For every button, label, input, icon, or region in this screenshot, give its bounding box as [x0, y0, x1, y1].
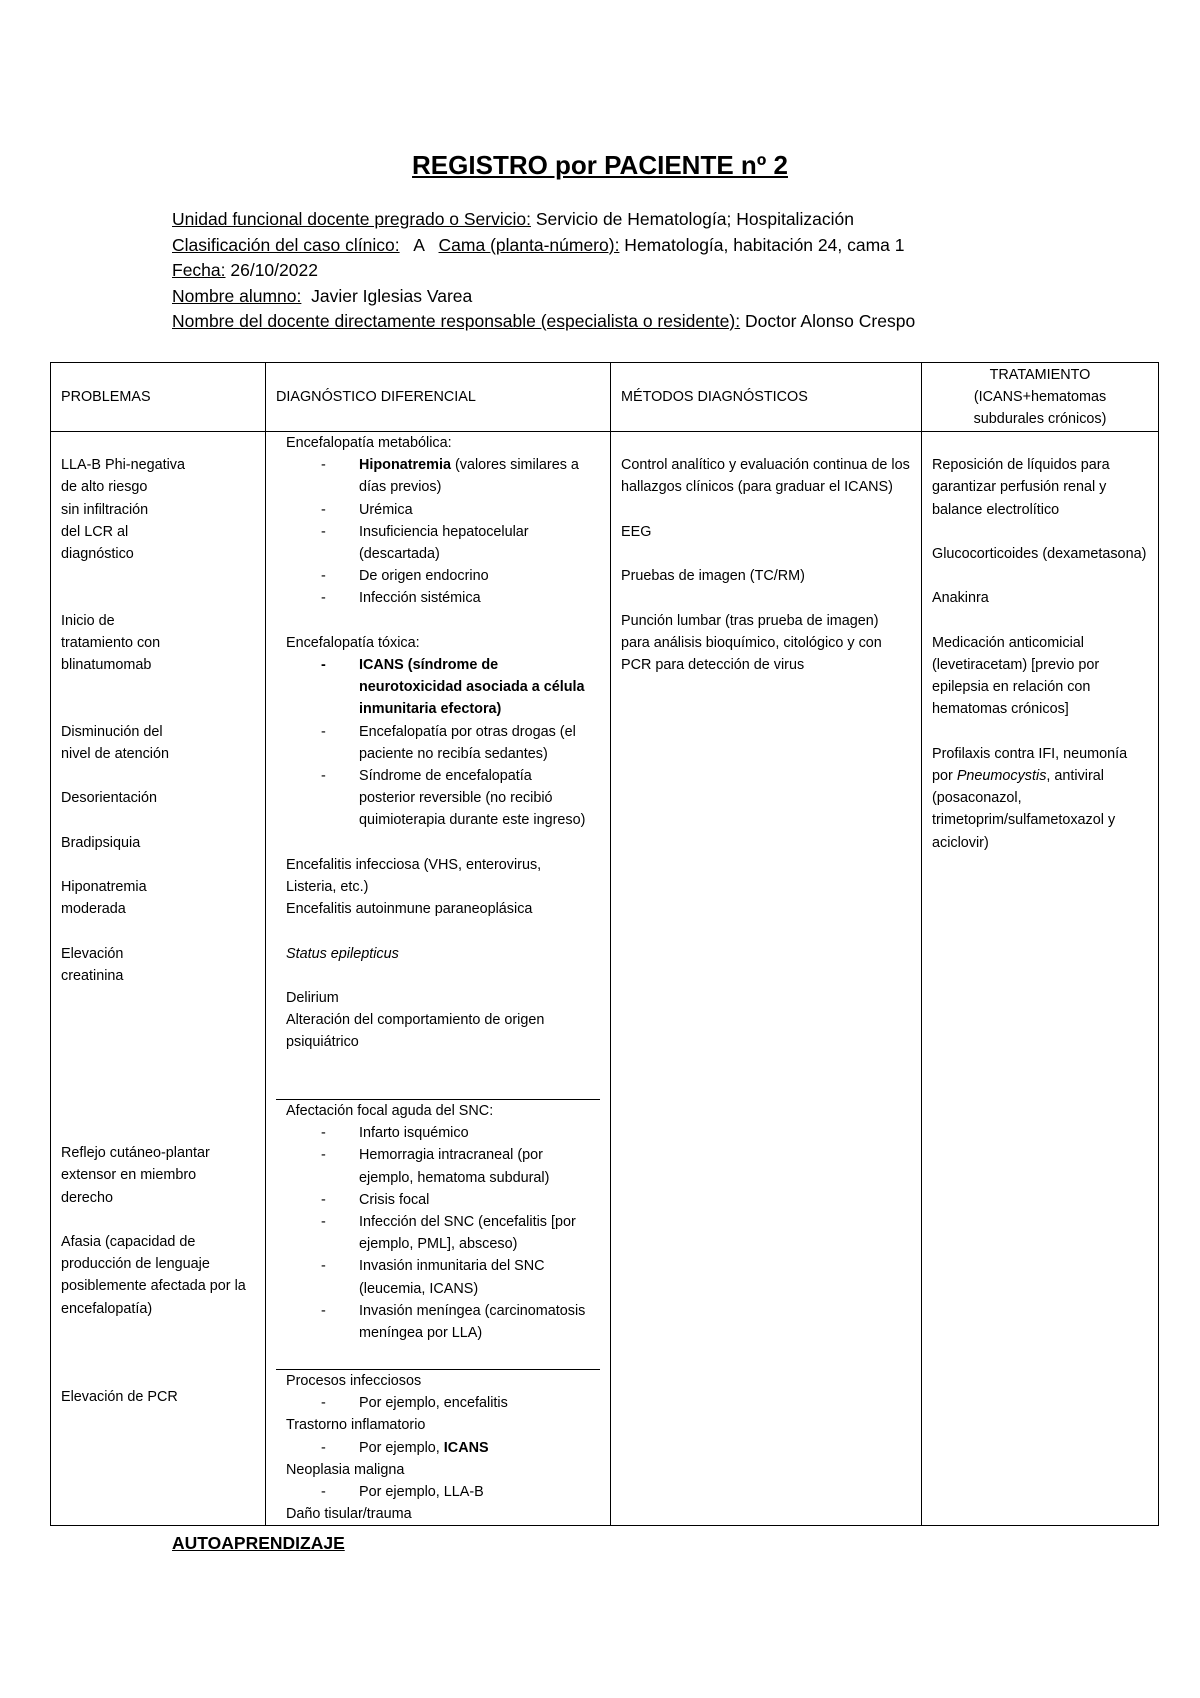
problema-2-line-2: tratamiento con [61, 634, 161, 651]
spacer [61, 1209, 255, 1231]
dx-encefalitis-infecciosa: Encefalitis infecciosa (VHS, enterovirus, Listeria, etc.) [286, 856, 542, 896]
meta-unidad [172, 207, 915, 233]
dx-invasion-inmunitaria: - Invasión inmunitaria del SNC (leucemia, ICANS) [286, 1255, 590, 1299]
diagnostico-encefalopatias [276, 432, 600, 1100]
problemas-cell [51, 432, 266, 1526]
meta-fecha [172, 258, 915, 284]
header-metodos: MÉTODOS DIAGNÓSTICOS [611, 363, 922, 432]
header-tratamiento-line-3: subdurales crónicos) [973, 411, 1107, 428]
tratamiento-3: Anakinra [932, 590, 989, 607]
problema-1-line-4: del LCR al [61, 523, 129, 540]
toxica-title: Encefalopatía tóxica: [286, 634, 420, 651]
spacer [286, 832, 590, 854]
problema-9-line-3: posiblemente afectada por la [61, 1278, 246, 1295]
problema-7-line-1: Elevación [61, 945, 124, 962]
unidad-value: Servicio de Hematología; Hospitalización [530, 209, 854, 229]
spacer [932, 565, 1148, 587]
dx-crisis-focal: - Crisis focal [286, 1189, 590, 1211]
cama-value: Hematología, habitación 24, cama 1 [619, 234, 905, 255]
metodo-2: EEG [621, 523, 652, 540]
meta-clasificacion [172, 233, 915, 259]
metodo-3: Pruebas de imagen (TC/RM) [621, 568, 805, 585]
table-body-row [51, 432, 1159, 1526]
diagnostico-focal [276, 1100, 600, 1370]
clasif-label: Clasificación del caso clínico: [172, 234, 400, 255]
dx-status-epilepticus: Status epilepticus [286, 945, 399, 962]
dano-tisular: Daño tisular/trauma [286, 1506, 412, 1523]
problema-8-line-1: Reflejo cutáneo-plantar [61, 1145, 210, 1162]
dx-neoplasia-ejemplo: - Por ejemplo, LLA-B [286, 1481, 590, 1503]
spacer [61, 1320, 255, 1342]
trastorno-title: Trastorno inflamatorio [286, 1417, 426, 1434]
spacer [61, 920, 255, 942]
tratamiento-2: Glucocorticoides (dexametasona) [932, 545, 1147, 562]
spacer [61, 809, 255, 831]
dx-endocrino: - De origen endocrino [286, 565, 590, 587]
tratamiento-5 [932, 743, 1148, 854]
dx-invasion-meningea: - Invasión meníngea (carcinomatosis meníngea por LLA) [286, 1300, 590, 1344]
dx-procesos-ejemplo: - Por ejemplo, encefalitis [286, 1392, 590, 1414]
dx-hemorragia: - Hemorragia intracraneal (por ejemplo, hematoma subdural) [286, 1144, 590, 1188]
spacer [932, 521, 1148, 543]
spacer [621, 543, 911, 565]
problema-8-line-3: derecho [61, 1189, 114, 1206]
problema-8-line-2: extensor en miembro [61, 1167, 197, 1184]
problema-1-line-1: LLA-B Phi-negativa [61, 457, 185, 474]
problema-4: Desorientación [61, 790, 157, 807]
dx-trastorno-ejemplo-text: Por ejemplo, [359, 1439, 444, 1456]
spacer [61, 854, 255, 876]
metabolica-title: Encefalopatía metabólica: [286, 435, 452, 451]
tratamiento-5-italic: Pneumocystis [956, 767, 1047, 784]
problema-3-line-1: Disminución del [61, 723, 163, 740]
spacer [61, 765, 255, 787]
problema-10: Elevación de PCR [61, 1389, 178, 1406]
spacer [621, 499, 911, 521]
spacer [621, 432, 911, 454]
record-meta [172, 207, 915, 335]
spacer [61, 987, 255, 1009]
spacer [61, 1098, 255, 1120]
alumno-value: Javier Iglesias Varea [301, 285, 473, 306]
spacer [61, 1076, 255, 1098]
fecha-label: Fecha: [172, 260, 226, 280]
tratamiento-5-a: Profilaxis contra IFI, neumonía por [932, 745, 1128, 784]
problema-5: Bradipsiquia [61, 834, 141, 851]
spacer [61, 432, 255, 454]
header-tratamiento-line-2: (ICANS+hematomas [973, 388, 1107, 405]
spacer [61, 565, 255, 587]
tratamiento-5-b: , antiviral (posaconazol, trimetoprim/sulfametoxazol y aciclovir) [932, 767, 1116, 851]
spacer [61, 587, 255, 609]
header-diagnostico: DIAGNÓSTICO DIFERENCIAL [266, 363, 611, 432]
dx-otras-drogas: - Encefalopatía por otras drogas (el paciente no recibía sedantes) [286, 721, 590, 765]
header-tratamiento [922, 363, 1159, 432]
dx-uremica: - Urémica [286, 499, 590, 521]
dx-hiponatremia [286, 454, 590, 498]
spacer [61, 1054, 255, 1076]
fecha-value: 26/10/2022 [225, 260, 318, 280]
dx-hiponatremia-bold: Hiponatremia [359, 457, 451, 474]
problema-3-line-2: nivel de atención [61, 745, 170, 762]
neoplasia-title: Neoplasia maligna [286, 1461, 405, 1478]
spacer [932, 610, 1148, 632]
problema-6-line-1: Hiponatremia [61, 878, 147, 895]
problema-1-line-5: diagnóstico [61, 546, 134, 562]
spacer [932, 432, 1148, 454]
dx-pres: - Síndrome de encefalopatía posterior reversible (no recibió quimioterapia durante este ingreso) [286, 765, 590, 832]
metodo-4: Punción lumbar (tras prueba de imagen) para análisis bioquímico, citológico y con PCR para detección de virus [621, 612, 882, 673]
spacer [621, 587, 911, 609]
dx-alteracion-comportamiento: Alteración del comportamiento de origen psiquiátrico [286, 1012, 545, 1051]
autoaprendizaje-heading: AUTOAPRENDIZAJE [172, 1533, 345, 1553]
meta-docente [172, 309, 915, 335]
clasif-value: A [399, 234, 439, 255]
spacer [61, 1009, 255, 1031]
tratamiento-4: Medicación anticomicial (levetiracetam) [previo por epilepsia en relación con hematomas crónicos] [932, 634, 1100, 718]
spacer [61, 698, 255, 720]
dx-infeccion-sistemica: - Infección sistémica [286, 587, 590, 609]
dx-insuficiencia: - Insuficiencia hepatocelular (descartada) [286, 521, 590, 565]
unidad-label: Unidad funcional docente pregrado o Servicio: [172, 209, 531, 229]
problema-9-line-1: Afasia (capacidad de [61, 1234, 196, 1251]
table-header-row [51, 363, 1159, 432]
cama-label: Cama (planta-número): [438, 234, 620, 255]
dx-trastorno-ejemplo-bold: ICANS [443, 1439, 489, 1456]
docente-label: Nombre del docente directamente responsable (especialista o residente): [172, 311, 741, 331]
dx-encefalitis-autoinmune: Encefalitis autoinmune paraneoplásica [286, 901, 533, 918]
spacer [61, 1120, 255, 1142]
diagnostico-cell [266, 432, 611, 1526]
tratamiento-cell [922, 432, 1159, 1526]
spacer [61, 1364, 255, 1386]
spacer [286, 610, 590, 632]
spacer [61, 676, 255, 698]
dx-icans: - ICANS (síndrome de neurotoxicidad asociada a célula inmunitaria efectora) [286, 654, 590, 721]
page-title: REGISTRO por PACIENTE nº 2 [412, 150, 788, 180]
problema-9-line-4: encefalopatía) [61, 1300, 153, 1317]
header-problemas: PROBLEMAS [51, 363, 266, 432]
problema-2-line-1: Inicio de [61, 612, 115, 629]
dx-delirium: Delirium [286, 990, 339, 1007]
problema-9-line-2: producción de lenguaje [61, 1256, 210, 1273]
spacer [932, 721, 1148, 743]
metodo-1: Control analítico y evaluación continua de los hallazgos clínicos (para graduar el ICANS) [621, 457, 910, 496]
header-tratamiento-line-1: TRATAMIENTO [989, 366, 1091, 383]
spacer [286, 965, 590, 987]
problema-1-line-2: de alto riesgo [61, 479, 148, 496]
alumno-label: Nombre alumno: [172, 285, 302, 306]
procesos-title: Procesos infecciosos [286, 1373, 422, 1389]
tratamiento-1: Reposición de líquidos para garantizar perfusión renal y balance electrolítico [932, 457, 1110, 518]
docente-value: Doctor Alonso Crespo [740, 311, 916, 331]
dx-infarto: - Infarto isquémico [286, 1122, 590, 1144]
problema-7-line-2: creatinina [61, 967, 124, 984]
focal-title: Afectación focal aguda del SNC: [286, 1103, 494, 1119]
spacer [61, 1342, 255, 1364]
patient-record-table [50, 362, 1159, 1526]
problema-1-line-3: sin infiltración [61, 501, 149, 518]
dx-infeccion-snc: - Infección del SNC (encefalitis [por ejemplo, PML], absceso) [286, 1211, 590, 1255]
meta-alumno [172, 284, 915, 310]
dx-hiponatremia-rest: (valores similares a días previos) [359, 457, 579, 496]
metodos-cell [611, 432, 922, 1526]
problema-2-line-3: blinatumomab [61, 656, 152, 673]
spacer [61, 1031, 255, 1053]
dx-trastorno-ejemplo [286, 1437, 590, 1459]
problema-6-line-2: moderada [61, 901, 126, 918]
spacer [286, 920, 590, 942]
diagnostico-pcr [276, 1370, 600, 1525]
